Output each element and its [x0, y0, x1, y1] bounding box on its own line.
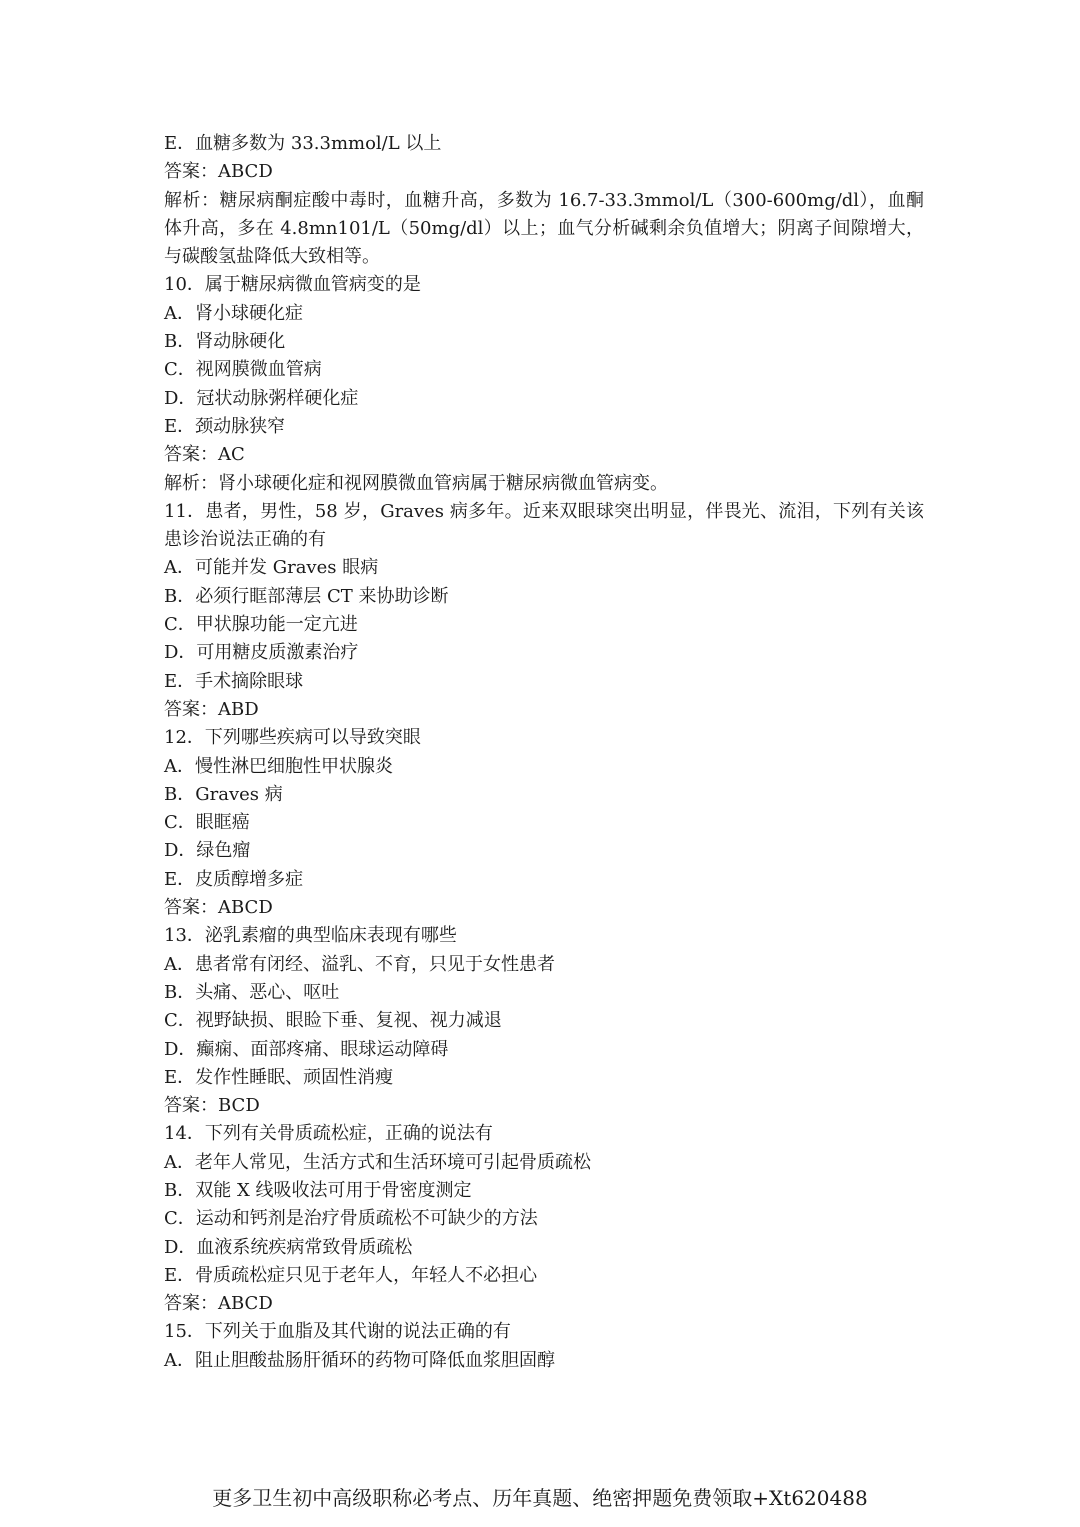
exam-content	[164, 130, 924, 1375]
answer-option: B．Graves 病	[164, 783, 283, 805]
answer-option: B．头痛、恶心、呕吐	[164, 981, 340, 1003]
answer-option: E．皮质醇增多症	[164, 868, 304, 890]
answer-option: D．癫痫、面部疼痛、眼球运动障碍	[164, 1038, 449, 1060]
answer-option: B．双能 X 线吸收法可用于骨密度测定	[164, 1179, 472, 1201]
question-stem: 12．下列哪些疾病可以导致突眼	[164, 727, 421, 749]
answer-option: A．肾小球硬化症	[164, 302, 303, 324]
answer-option: E．颈动脉狭窄	[164, 415, 286, 437]
answer-line: 答案：BCD	[164, 1095, 260, 1117]
explanation-paragraph: 解析：糖尿病酮症酸中毒时，血糖升高，多数为 16.7-33.3mmol/L（300-600mg/dl），血酮体升高，多在 4.8mn101/L（50mg/dl）以上；血气分析碱剩余负值增大；阴离子间隙增大，与碳酸氢盐降低大致相等。	[164, 189, 924, 268]
answer-line: 答案：ABCD	[164, 1293, 273, 1315]
answer-option: E．血糖多数为 33.3mmol/L 以上	[164, 133, 442, 154]
question-stem: 10．属于糖尿病微血管病变的是	[164, 274, 421, 296]
answer-option: D．绿色瘤	[164, 840, 251, 862]
answer-option: B．肾动脉硬化	[164, 331, 286, 353]
answer-option: C．甲状腺功能一定亢进	[164, 614, 358, 636]
answer-option: A．可能并发 Graves 眼病	[164, 557, 379, 579]
answer-option: D．可用糖皮质激素治疗	[164, 642, 359, 664]
answer-option: A．慢性淋巴细胞性甲状腺炎	[164, 755, 393, 777]
answer-line: 答案：ABCD	[164, 161, 273, 183]
answer-option: B．必须行眶部薄层 CT 来协助诊断	[164, 585, 449, 607]
question-stem: 11．患者，男性，58 岁，Graves 病多年。近来双眼球突出明显，伴畏光、流泪，下列有关该患诊治说法正确的有	[164, 500, 924, 551]
answer-line: 答案：ABD	[164, 698, 259, 720]
question-stem: 15．下列关于血脂及其代谢的说法正确的有	[164, 1321, 511, 1343]
answer-option: E．手术摘除眼球	[164, 670, 304, 692]
answer-option: C．视野缺损、眼睑下垂、复视、视力减退	[164, 1010, 502, 1032]
answer-option: E．发作性睡眠、顽固性消瘦	[164, 1066, 394, 1088]
answer-option: D．冠状动脉粥样硬化症	[164, 387, 359, 409]
answer-option: D．血液系统疾病常致骨质疏松	[164, 1236, 413, 1258]
answer-option: C．运动和钙剂是治疗骨质疏松不可缺少的方法	[164, 1208, 538, 1230]
question-stem: 14．下列有关骨质疏松症，正确的说法有	[164, 1123, 493, 1145]
answer-option: C．视网膜微血管病	[164, 359, 322, 381]
answer-option: E．骨质疏松症只见于老年人，年轻人不必担心	[164, 1264, 538, 1286]
answer-option: A．老年人常见，生活方式和生活环境可引起骨质疏松	[164, 1151, 591, 1173]
answer-line: 答案：ABCD	[164, 897, 273, 919]
footer-promo-text: 更多卫生初中高级职称必考点、历年真题、绝密押题免费领取+Xt620488	[212, 1486, 868, 1510]
answer-option: A．患者常有闭经、溢乳、不育，只见于女性患者	[164, 953, 555, 975]
question-stem: 13．泌乳素瘤的典型临床表现有哪些	[164, 925, 457, 947]
answer-option: C．眼眶癌	[164, 812, 250, 834]
explanation-paragraph: 解析：肾小球硬化症和视网膜微血管病属于糖尿病微血管病变。	[164, 472, 668, 494]
answer-option: A．阻止胆酸盐肠肝循环的药物可降低血浆胆固醇	[164, 1349, 555, 1371]
answer-line: 答案：AC	[164, 444, 245, 466]
